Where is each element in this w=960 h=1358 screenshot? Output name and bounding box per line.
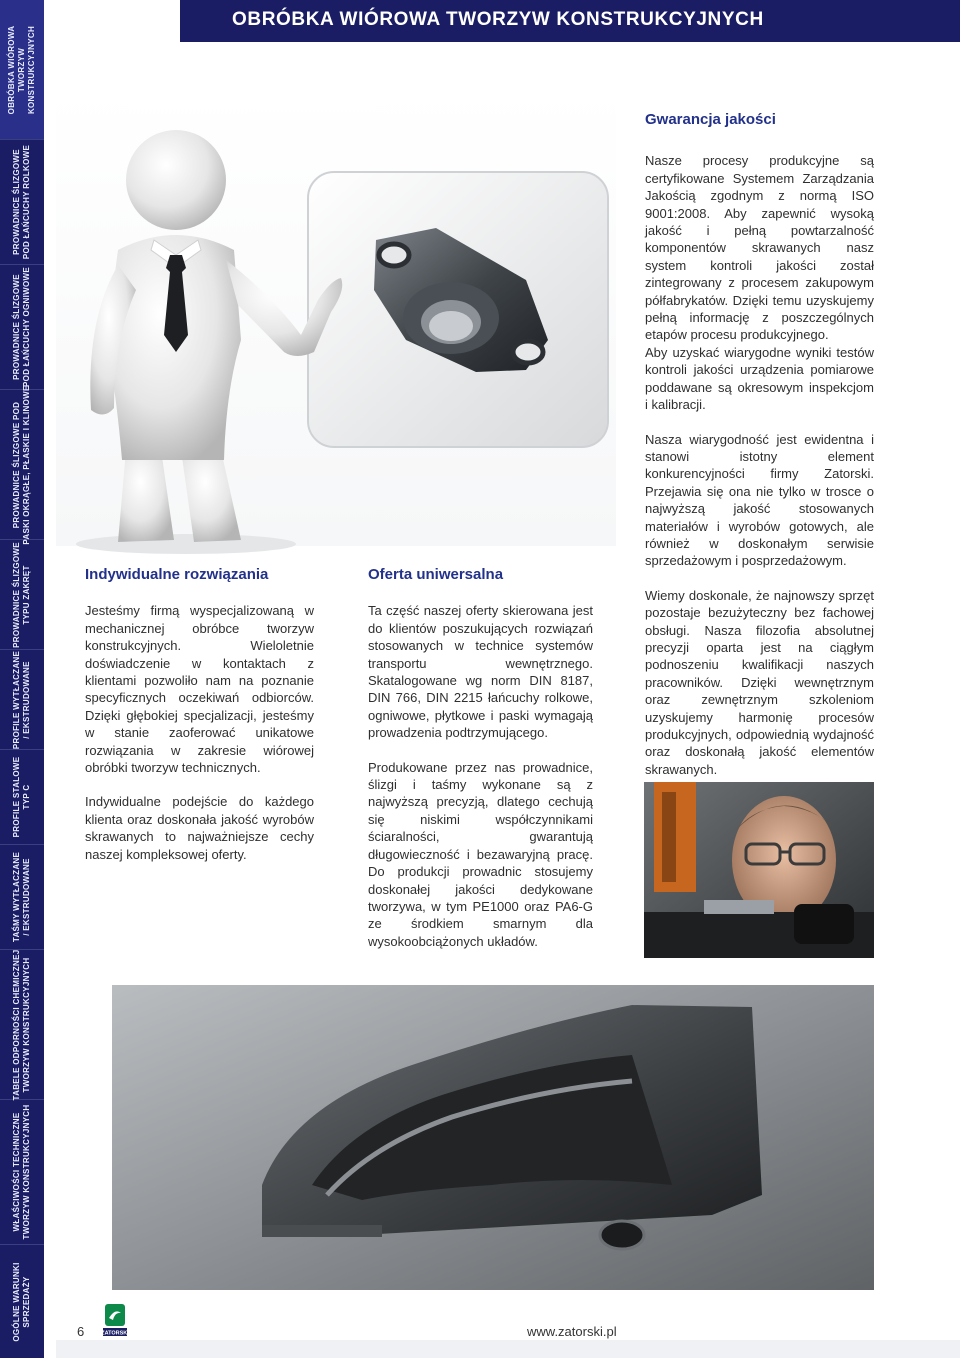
page-title: OBRÓBKA WIÓROWA TWORZYW KONSTRUKCYJNYCH (232, 9, 764, 30)
heading-oferta: Oferta uniwersalna (368, 566, 504, 583)
nav-tab-prowadnice-zakret[interactable]: PROWADNICE ŚLIZGOWE TYPU ZAKRĘT (0, 540, 44, 650)
footer-bar (56, 1340, 960, 1358)
nav-tab-ogolne-warunki[interactable]: OGÓLNE WARUNKI SPRZEDAŻY (12, 1261, 31, 1342)
presenter-figure-illustration (56, 90, 616, 546)
engineer-photo (644, 782, 874, 958)
nav-tab-tasmy-wytlaczane[interactable]: TAŚMY WYTŁACZANE / EKSTRUDOWANE (0, 845, 44, 950)
nav-tab-profile-stalowe[interactable]: PROFILE STALOWE TYP C (0, 750, 44, 845)
nav-tab-prowadnice-paski[interactable]: PROWADNICE ŚLIZGOWE POD PASKI OKRĄGŁE, PŁASKIE I KLINOWE (0, 390, 44, 540)
column-universal-offer (368, 566, 593, 967)
paragraph: Wiemy doskonale, że najnowszy sprzęt pozostaje bezużyteczny bez fachowej obsługi. Nasza filozofia absolutnej precyzji oparta jest na ciągłym podnoszeniu kwalifikacji naszych pracowników. Dzięki wewnętrznym oraz zewnętrznym szkoleniom uzyskujemy harmonię procesów produkcyjnych, odpowiednią wydajność oraz doskonałą jakość elementów skrawanych. (645, 587, 874, 777)
paragraph: Nasze procesy produkcyjne są certyfikowane Systemem Zarządzania Jakością zgodnym z normą ISO 9001:2008. Aby zapewnić wysoką jakość i pełną powtarzalność komponentów skrawanych nasz system kontroli jakości został zintegrowany z procesem zakupowym półfabrykatów. Dzięki temu uzyskujemy pełną informację z poszczególnych etapów procesu produkcyjnego. (645, 153, 874, 343)
page-number: 6 (77, 1324, 85, 1339)
page-header (180, 0, 960, 42)
nav-tab-prowadnice-rolkowe[interactable]: PROWADNICE ŚLIZGOWE POD ŁAŃCUCHY ROLKOWE (0, 140, 44, 265)
heading-gwarancja: Gwarancja jakości (645, 111, 776, 128)
machined-part-photo (112, 985, 874, 1290)
nav-tab-profile-wytlaczane[interactable]: PROFILE WYTŁACZANE / EKSTRUDOWANE (0, 650, 44, 750)
hero-illustration (56, 90, 616, 546)
paragraph: Produkowane przez nas prowadnice, ślizgi i taśmy wykonane są z najwyższą precyzją, dlatego cechują się niskimi współczynnikami ściaralności, gwarantują długowieczność i bezawaryjną pracę. Do produkcji prowadnic stosujemy doskonałej jakości dedykowane tworzywa, w tym PE1000 oraz PA6-G ze środkiem smarnym dla wysokoobciążonych układów. (368, 759, 593, 949)
side-navigation (0, 0, 44, 1358)
website-link[interactable]: www.zatorski.pl (527, 1324, 617, 1339)
paragraph: Nasza wiarygodność jest ewidentna i stanowi istotny element konkurencyjności firmy Zatorski. Przejawia się ona nie tylko w trosce o najwyższą jakość stosowanych materiałów i wyrobów gotowych, ale również w doskonałym serwisie sprzedażowym i posprzedażowym. (645, 431, 874, 569)
logo-text: ZATORSKI (101, 1330, 129, 1337)
paragraph: Ta część naszej oferty skierowana jest do klientów poszukujących rozwiązań stosowanych w technice systemów transportu wewnętrznego. Skatalogowane wg norm DIN 8187, DIN 766, DIN 2215 łańcuchy rolkowe, ogniwowe, płytkowe i paski wymagają prowadzenia podtrzymującego. (368, 603, 593, 741)
nav-tab-wlasciwosci-techniczne[interactable]: WŁAŚCIWOŚCI TECHNICZNE TWORZYW KONSTRUKCYJNYCH (0, 1100, 44, 1245)
heading-indywidualne: Indywidualne rozwiązania (85, 566, 269, 583)
paragraph: Jesteśmy firmą wyspecjalizowaną w mechanicznej obróbce tworzyw konstrukcyjnych. Wieloletnie doświadczenie w kontaktach z klientami pozwoliło nam na poznanie specyficznych oczekiwań odbiorców. Dzięki głębokiej specjalizacji, jesteśmy w stanie zaoferować unikatowe rozwiązania w zakresie wiórowej obróbki tworzyw technicznych. (85, 603, 314, 776)
nav-tab-prowadnice-ogniwowe[interactable]: PROWADNICE ŚLIZGOWE POD ŁAŃCUCHY OGNIWOWE (0, 265, 44, 390)
paragraph: Aby uzyskać wiarygodne wyniki testów kontroli jakości urządzenia pomiarowe poddawane są okresowym inspekcjom i kalibracji. (645, 344, 874, 413)
nav-tab-obrobka-wiorowa[interactable]: OBRÓBKA WIÓROWA TWORZYW KONSTRUKCYJNYCH (0, 0, 44, 140)
nav-tab-tabele-odpornosci[interactable]: TABELE ODPORNOŚCI CHEMICZNEJ TWORZYW KONSTRUKCYJNYCH (0, 950, 44, 1100)
column-quality-guarantee (645, 111, 874, 795)
zatorski-logo (103, 1304, 127, 1338)
paragraph: Indywidualne podejście do każdego klienta oraz doskonała jakość wyrobów skrawanych to najważniejsze cechy naszej kompleksowej oferty. (85, 794, 314, 862)
column-individual-solutions (85, 566, 314, 880)
